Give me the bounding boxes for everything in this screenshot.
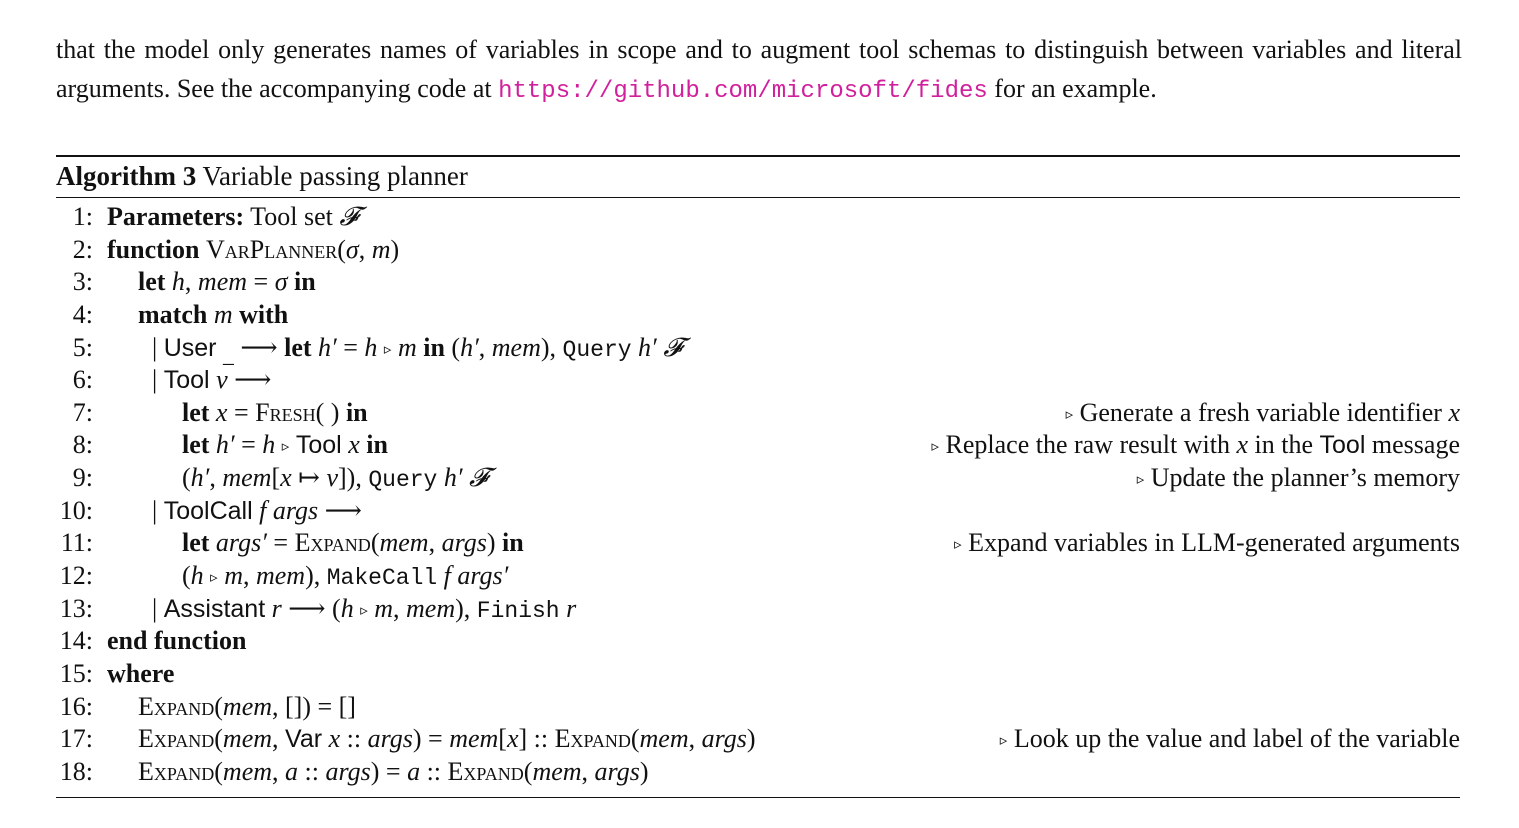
line-code: | Tool v ⟶ xyxy=(152,365,272,395)
line-code: let h′ = h ▹ Tool x in xyxy=(182,430,388,460)
algorithm-block xyxy=(56,155,1460,798)
algorithm-label: Algorithm 3 xyxy=(56,161,197,191)
line-code: (h′, mem[x ↦ v]), Query h′ 𝓕 xyxy=(182,463,489,494)
line-number: 4: xyxy=(72,299,93,329)
github-link[interactable]: https://github.com/microsoft/fides xyxy=(498,78,988,105)
bottom-rule xyxy=(56,797,1460,798)
algo-line-9 xyxy=(56,462,1460,495)
line-code: Expand(mem, []) = [] xyxy=(138,691,356,721)
algo-line-5 xyxy=(56,332,1460,365)
line-code: let args′ = Expand(mem, args) in xyxy=(182,528,524,558)
line-number: 15: xyxy=(59,658,93,688)
algo-line-12 xyxy=(56,560,1460,593)
algo-line-7 xyxy=(56,397,1460,430)
line-number: 3: xyxy=(72,267,93,297)
line-code: match m with xyxy=(138,299,289,329)
line-number: 7: xyxy=(72,397,93,427)
algo-line-14 xyxy=(56,625,1460,658)
line-number: 18: xyxy=(59,756,93,786)
line-number: 1: xyxy=(72,202,93,231)
line-number: 16: xyxy=(59,691,93,721)
algo-line-8 xyxy=(56,429,1460,462)
line-number: 2: xyxy=(72,234,93,264)
line-code: Expand(mem, a :: args) = a :: Expand(mem, args) xyxy=(138,756,649,786)
line-code: let x = Fresh( ) in xyxy=(182,397,368,427)
algo-line-1 xyxy=(56,201,1460,234)
algorithm-title: Variable passing planner xyxy=(202,161,468,191)
line-code: Parameters: Tool set 𝓕 xyxy=(107,202,359,231)
algo-line-15 xyxy=(56,658,1460,691)
line-number: 17: xyxy=(59,724,93,754)
algo-line-18 xyxy=(56,756,1460,789)
line-code: where xyxy=(107,658,175,688)
line-comment: ▹ Generate a fresh variable identifier x xyxy=(1065,397,1460,427)
line-number: 6: xyxy=(72,365,93,395)
line-comment: ▹ Look up the value and label of the variable xyxy=(999,724,1460,754)
line-number: 12: xyxy=(59,561,93,591)
line-code: | Assistant r ⟶ (h ▹ m, mem), Finish r xyxy=(152,593,577,624)
body-paragraph xyxy=(56,30,1462,111)
algorithm-caption xyxy=(56,157,1460,197)
algo-line-4 xyxy=(56,299,1460,332)
paragraph-text-before: that the model only generates names of variables in scope and to augment tool schemas to distinguish between variables and literal arguments. See the accompanying code at xyxy=(56,35,1462,103)
algo-line-13 xyxy=(56,593,1460,626)
paragraph-text-after: for an example. xyxy=(987,74,1157,103)
algo-line-10 xyxy=(56,495,1460,528)
line-number: 10: xyxy=(59,495,93,525)
algo-line-6 xyxy=(56,364,1460,397)
line-code: end function xyxy=(107,626,247,656)
line-code: | User $_{\_}$ ⟶ let h′ = h ▹ m in (h′, mem), Query h′ 𝓕 xyxy=(152,332,683,367)
line-code: Expand(mem, Var x :: args) = mem[x] :: Expand(mem, args) xyxy=(138,724,756,754)
line-comment: ▹ Expand variables in LLM-generated arguments xyxy=(954,528,1460,558)
line-number: 5: xyxy=(72,332,93,362)
algo-line-3 xyxy=(56,266,1460,299)
line-number: 9: xyxy=(72,463,93,493)
line-code: (h ▹ m, mem), MakeCall f args′ xyxy=(182,561,509,592)
algo-line-17 xyxy=(56,723,1460,756)
line-number: 8: xyxy=(72,430,93,460)
line-number: 13: xyxy=(59,593,93,623)
line-number: 14: xyxy=(59,626,93,656)
line-code: let h, mem = σ in xyxy=(138,267,316,297)
line-code: function VarPlanner(σ, m) xyxy=(107,234,400,264)
algo-line-11 xyxy=(56,527,1460,560)
algo-line-2 xyxy=(56,234,1460,267)
line-comment: ▹ Update the planner’s memory xyxy=(1136,463,1460,493)
line-code: | ToolCall f args ⟶ xyxy=(152,495,362,525)
algo-line-16 xyxy=(56,691,1460,724)
line-number: 11: xyxy=(60,528,93,558)
algorithm-lines xyxy=(56,198,1460,797)
line-comment: ▹ Replace the raw result with x in the Tool message xyxy=(931,430,1460,460)
